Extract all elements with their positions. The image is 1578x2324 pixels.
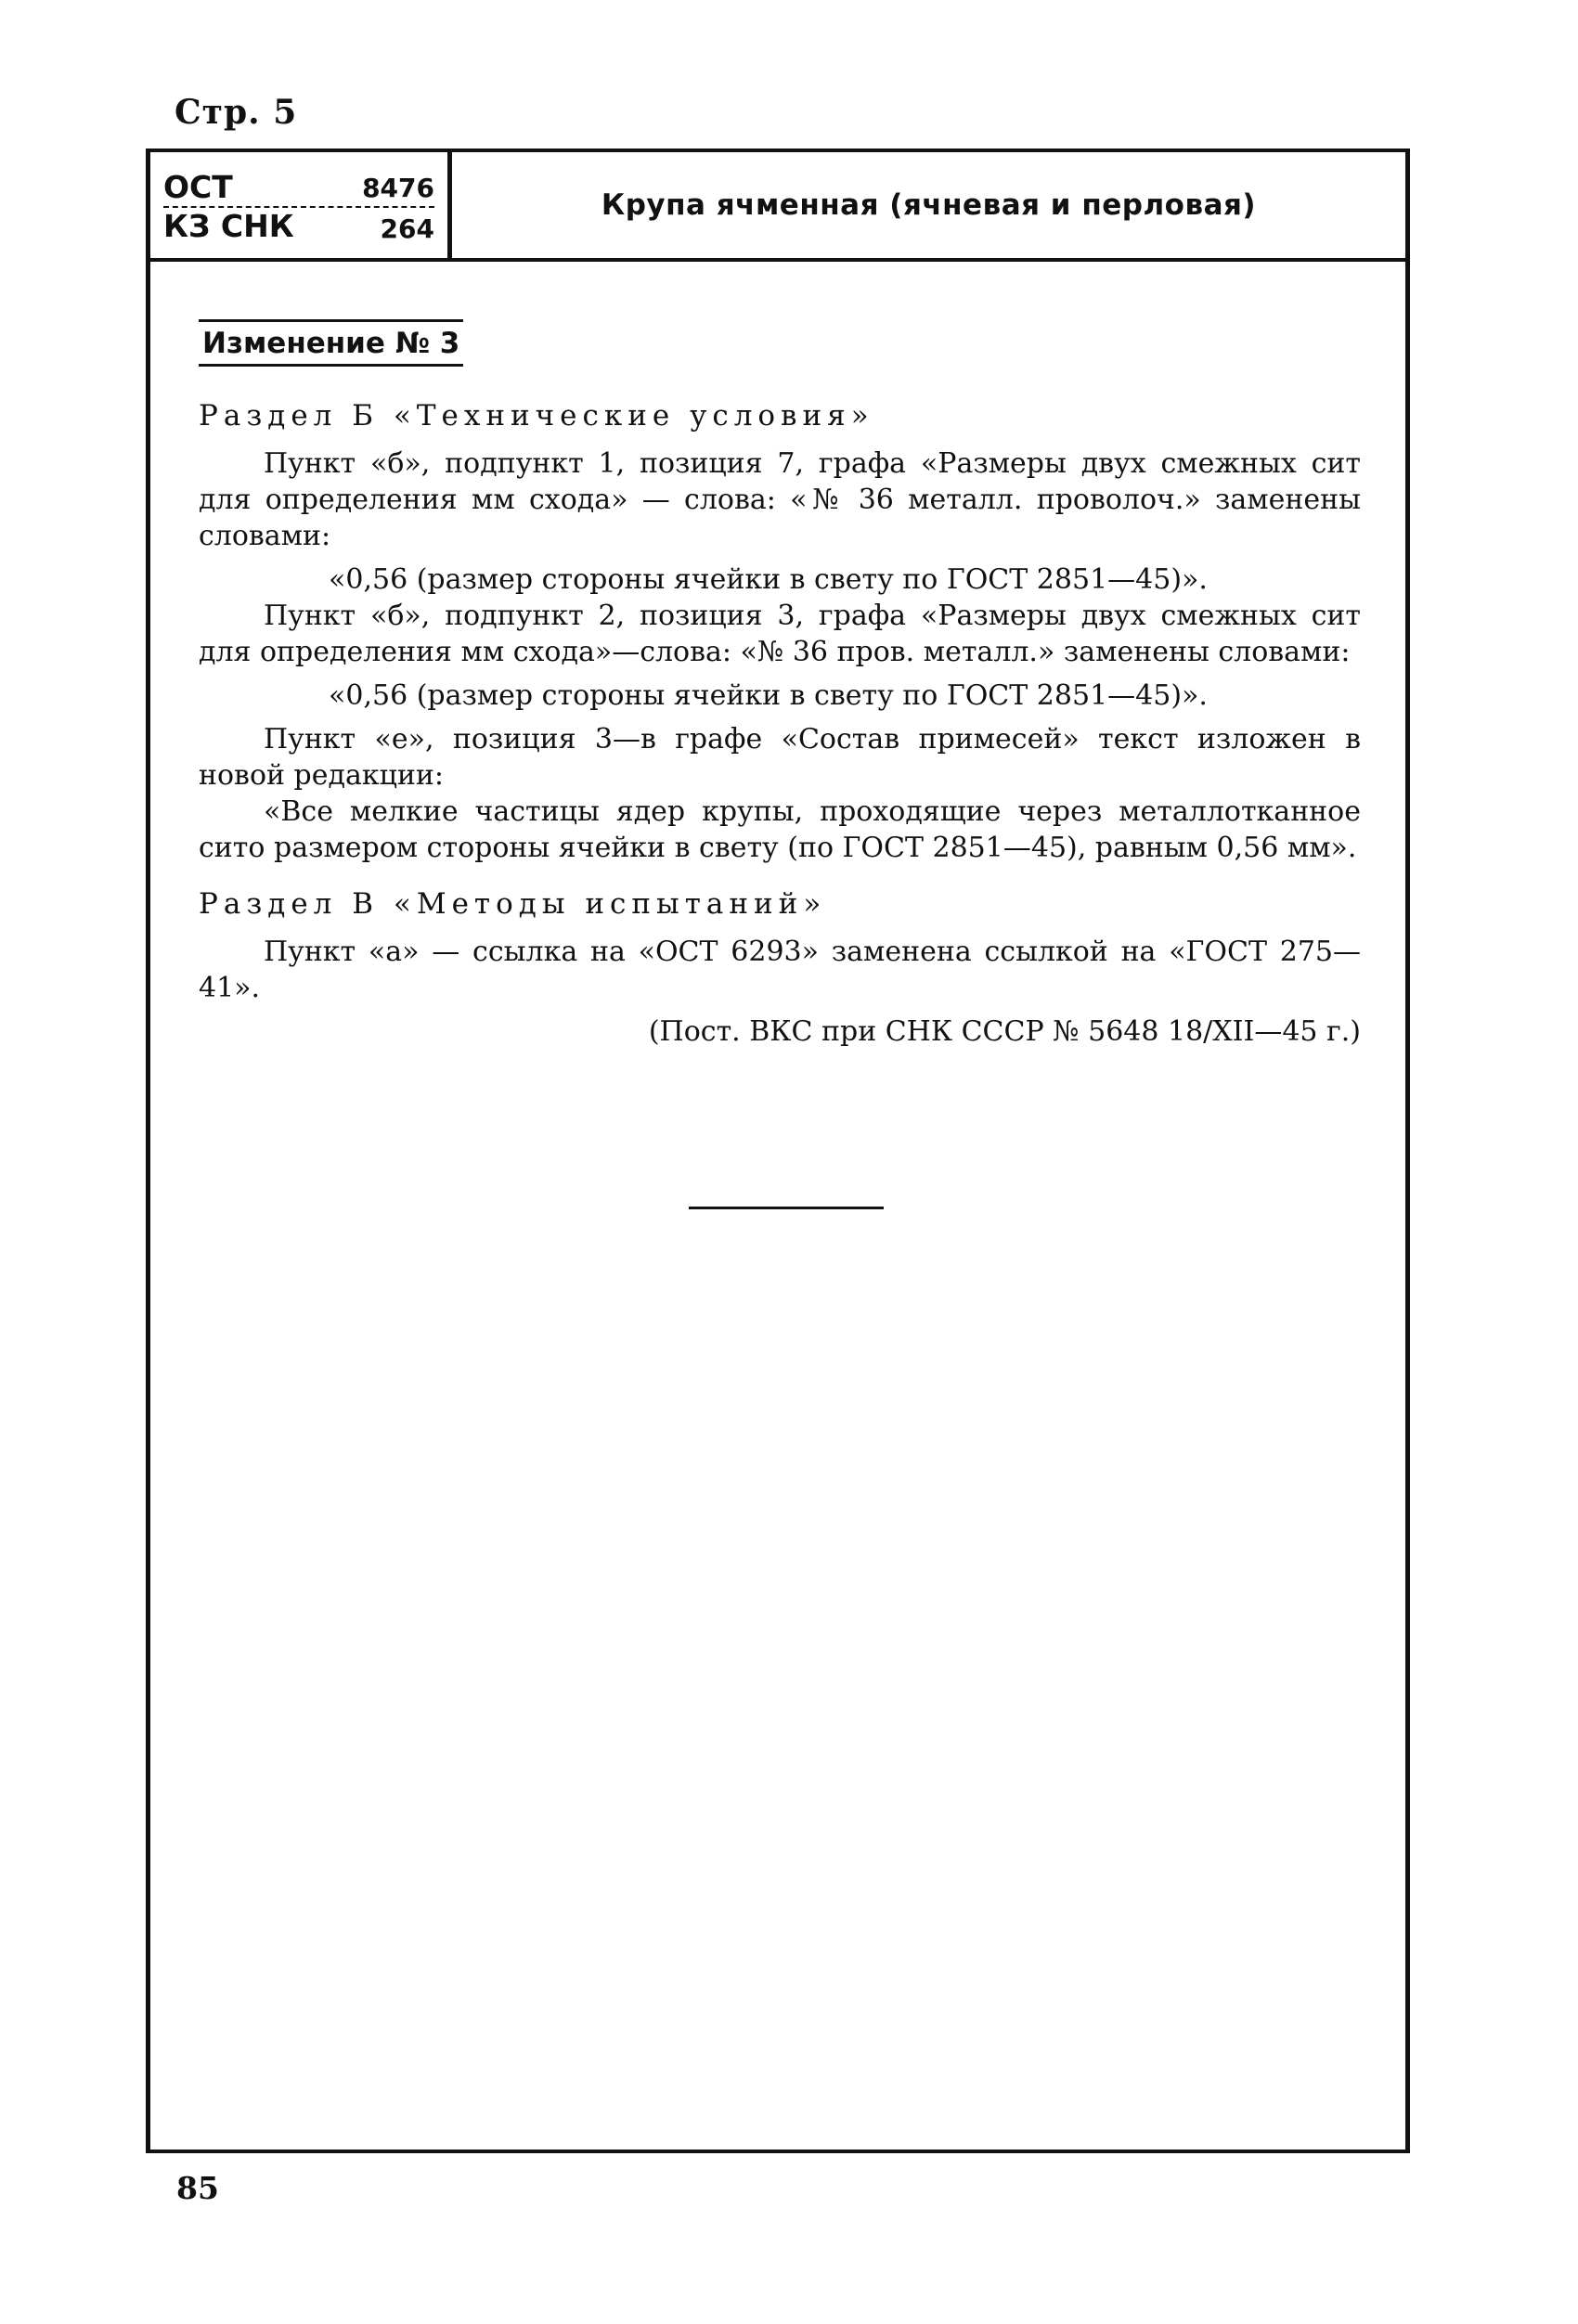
- page-label: Стр. 5: [175, 93, 298, 132]
- section-b-quote-1: «0,56 (размер стороны ячейки в свету по ГОСТ 2851—45)».: [329, 563, 1208, 596]
- section-b-heading: Раздел Б «Технические условия»: [199, 399, 874, 433]
- section-b-quote-3: «Все мелкие частицы ядер крупы, проходящие через металлотканное сито размером стороны ячейки в свету (по ГОСТ 2851—45), равным 0,56 мм».: [199, 795, 1361, 864]
- end-divider: [689, 1207, 884, 1209]
- standard-code-bottom: КЗ СНК: [163, 208, 294, 244]
- standard-number-top: 8476: [362, 173, 434, 203]
- document-title: Крупа ячменная (ячневая и перловая): [601, 188, 1257, 222]
- section-v-paragraph-1: Пункт «а» — ссылка на «ОСТ 6293» заменена ссылкой на «ГОСТ 275—41».: [199, 936, 1361, 1004]
- document-header: [150, 152, 1405, 262]
- document-frame: [146, 148, 1410, 2153]
- standard-number-bottom: 264: [380, 213, 434, 244]
- change-heading: Изменение № 3: [199, 319, 463, 367]
- page-number: 85: [176, 2170, 219, 2206]
- section-v-heading: Раздел В «Методы испытаний»: [199, 887, 827, 921]
- document-body: [199, 319, 1361, 1050]
- standard-code-top: ОСТ: [163, 169, 233, 205]
- standard-code-box: [150, 152, 452, 258]
- section-b-paragraph-2: Пункт «б», подпункт 2, позиция 3, графа «Размеры двух смежных сит для определения мм схода»—слова: «№ 36 пров. металл.» заменены словами:: [199, 600, 1361, 668]
- section-b-paragraph-3: Пункт «е», позиция 3—в графе «Состав примесей» текст изложен в новой редакции:: [199, 723, 1361, 792]
- section-b-paragraph-1: Пункт «б», подпункт 1, позиция 7, графа «Размеры двух смежных сит для определения мм схода» — слова: «№ 36 металл. проволоч.» заменены словами:: [199, 447, 1361, 552]
- section-b-quote-2: «0,56 (размер стороны ячейки в свету по ГОСТ 2851—45)».: [329, 679, 1208, 712]
- resolution-reference: (Пост. ВКС при СНК СССР № 5648 18/XII—45 г.): [648, 1015, 1361, 1048]
